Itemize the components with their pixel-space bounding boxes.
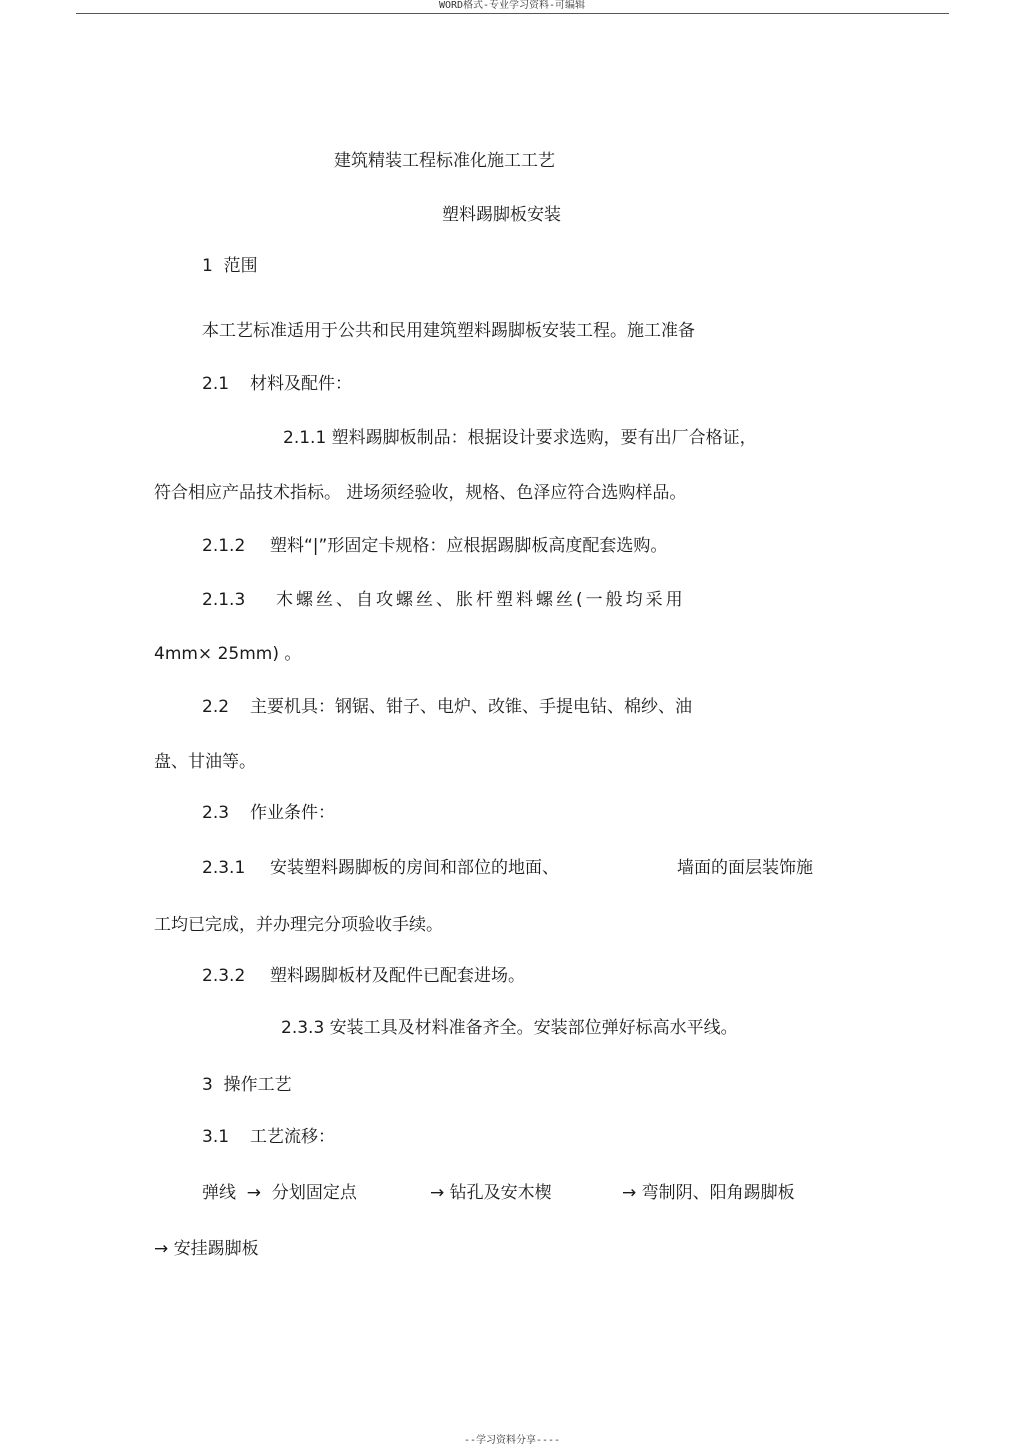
section-2-3-3: 2.3.3 安装工具及材料准备齐全。安装部位弹好标高水平线。 [281, 1018, 738, 1038]
section-2-3-2-text: 塑料踢脚板材及配件已配套进场。 [270, 966, 525, 986]
section-3-1-number: 3.1 [202, 1127, 230, 1147]
flow-step-4: → 安挂踢脚板 [154, 1239, 259, 1259]
section-1-body: 本工艺标准适用于公共和民用建筑塑料踢脚板安装工程。施工准备 [202, 321, 695, 341]
page-footer: --学习资料分享---- [463, 1435, 561, 1446]
page-header: WORD格式-专业学习资料-可编辑 [438, 0, 586, 11]
section-2-3-1-text-a: 安装塑料踢脚板的房间和部位的地面、 [270, 858, 559, 878]
section-2-1-3-text: 木螺丝、自攻螺丝、胀杆塑料螺丝(一般均采用 [276, 590, 686, 610]
flow-step-1: 弹线 → 分划固定点 [202, 1183, 357, 1203]
section-2-3-1-line-2: 工均已完成，并办理完分项验收手续。 [154, 915, 443, 935]
section-2-1-3-line-2: 4mm× 25mm) 。 [154, 644, 302, 664]
section-2-3-text: 作业条件： [250, 803, 335, 823]
section-2-1-1-line-2: 符合相应产品技术指标。 进场须经验收，规格、色泽应符合选购样品。 [154, 483, 687, 503]
section-2-2-line-2: 盘、甘油等。 [154, 752, 256, 772]
section-2-3-1-text-b: 墙面的面层装饰施 [677, 858, 813, 878]
flow-step-3: → 弯制阴、阳角踢脚板 [622, 1183, 795, 1203]
section-1-heading: 1 范围 [202, 256, 258, 276]
section-2-3-2-number: 2.3.2 [202, 966, 246, 986]
section-2-1-2-number: 2.1.2 [202, 536, 246, 556]
section-2-1-1-line-1: 2.1.1 塑料踢脚板制品：根据设计要求选购，要有出厂合格证， [283, 428, 757, 448]
section-2-1-2-text: 塑料“|”形固定卡规格：应根据踢脚板高度配套选购。 [270, 536, 668, 556]
section-2-1-text: 材料及配件： [250, 374, 352, 394]
section-2-1-3-number: 2.1.3 [202, 590, 246, 610]
section-2-1-number: 2.1 [202, 374, 230, 394]
document-subtitle: 塑料踢脚板安装 [442, 205, 561, 225]
document-title: 建筑精装工程标准化施工工艺 [334, 151, 555, 171]
header-divider [76, 13, 949, 14]
section-2-2-text: 主要机具：钢锯、钳子、电炉、改锥、手提电钻、棉纱、油 [250, 697, 692, 717]
section-3-heading: 3 操作工艺 [202, 1075, 292, 1095]
section-2-3-1-number: 2.3.1 [202, 858, 246, 878]
section-3-1-text: 工艺流移： [250, 1127, 335, 1147]
section-2-3-number: 2.3 [202, 803, 230, 823]
section-2-2-number: 2.2 [202, 697, 230, 717]
flow-step-2: → 钻孔及安木楔 [430, 1183, 552, 1203]
